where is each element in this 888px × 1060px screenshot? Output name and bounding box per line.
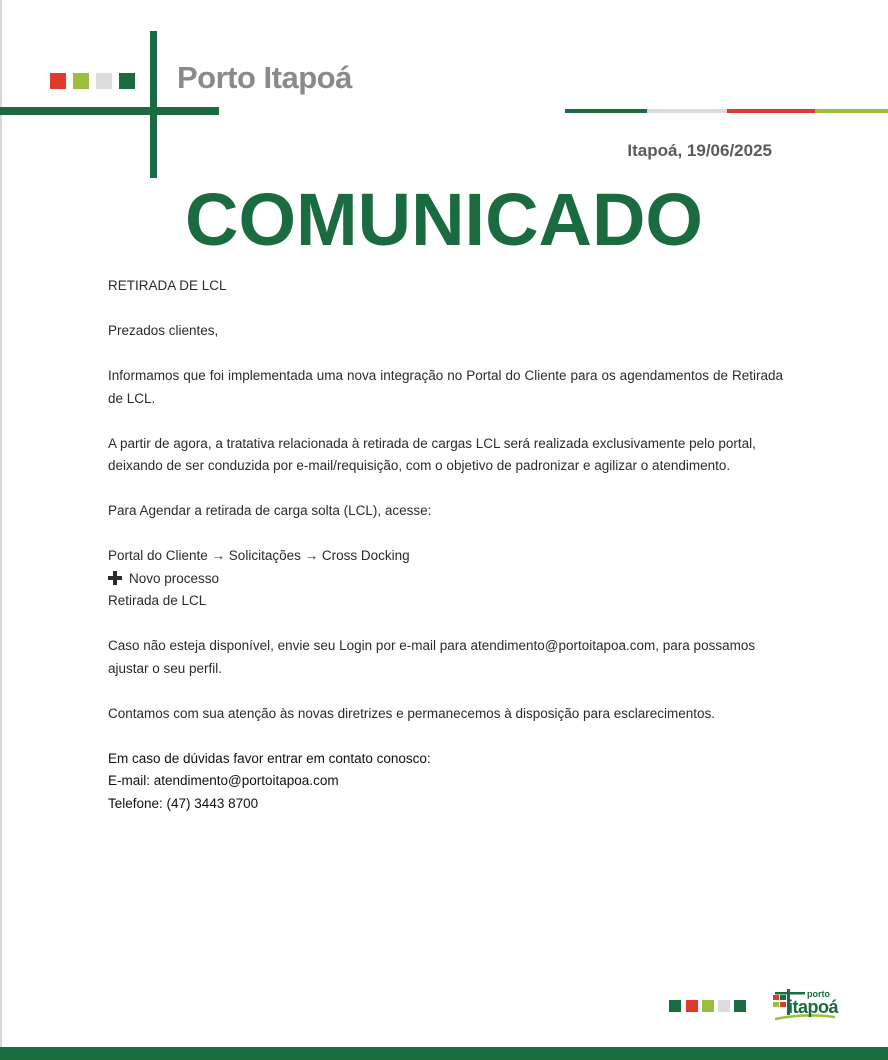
header-cross-vertical <box>150 31 157 178</box>
gray-square <box>96 73 112 89</box>
contact-email[interactable]: E-mail: atendimento@portoitapoa.com <box>108 773 339 788</box>
header-cross-horizontal <box>0 107 219 115</box>
contact-intro: Em caso de dúvidas favor entrar em contato conosco: <box>108 750 431 766</box>
retirada-label: Retirada de LCL <box>108 593 207 608</box>
paragraph-closing: Contamos com sua atenção às novas diretrizes e permanecemos à disposição para esclarecimentos. <box>108 705 716 721</box>
red-square <box>50 73 66 89</box>
document-date: Itapoá, 19/06/2025 <box>627 141 772 160</box>
logo-text-itapoa: itapoá <box>788 997 839 1017</box>
footer-green-square <box>669 1000 681 1012</box>
footer-gray-square <box>718 1000 730 1012</box>
paragraph-integration: Informamos que foi implementada uma nova integração no Portal do Cliente para os agendamentos de Retirada de LCL. <box>108 368 783 406</box>
new-process-label: Novo processo <box>129 570 220 586</box>
paragraph-portal: A partir de agora, a tratativa relacionada à retirada de cargas LCL será realizada exclusivamente pelo portal, deixando de ser conduzida por e-mail/requisição, com o objetivo de padronizar e agilizar o atendimento. <box>108 435 756 473</box>
paragraph-login: Caso não esteja disponível, envie seu Login por e-mail para atendimento@portoitapoa.com, para possamos ajustar o seu perfil. <box>108 638 756 676</box>
greeting: Prezados clientes, <box>108 323 219 338</box>
contact-block <box>108 748 783 816</box>
green-square <box>119 73 135 89</box>
page-edge <box>0 0 2 1060</box>
footer-red-square <box>686 1000 698 1012</box>
lime-square <box>73 73 89 89</box>
footer-green-square-2 <box>734 1000 746 1012</box>
stripe-lime <box>815 109 888 113</box>
paragraph-access: Para Agendar a retirada de carga solta (LCL), acesse: <box>108 503 432 518</box>
document-body <box>108 275 783 815</box>
new-process-line <box>108 568 783 591</box>
contact-phone: Telefone: (47) 3443 8700 <box>108 795 259 811</box>
stripe-red <box>727 109 815 113</box>
page-title: COMUNICADO <box>185 178 703 261</box>
navigation-path: Portal do Cliente → Solicitações → Cross Docking <box>108 548 410 563</box>
navigation-steps <box>108 545 783 613</box>
stripe-green <box>565 109 647 113</box>
logo-text-porto: porto <box>807 989 830 999</box>
footer-lime-square <box>702 1000 714 1012</box>
footer-bar <box>0 1047 888 1060</box>
plus-icon <box>108 571 122 585</box>
brand-name: Porto Itapoá <box>177 60 352 95</box>
stripe-gray <box>647 109 727 113</box>
subject-line: RETIRADA DE LCL <box>108 278 227 293</box>
